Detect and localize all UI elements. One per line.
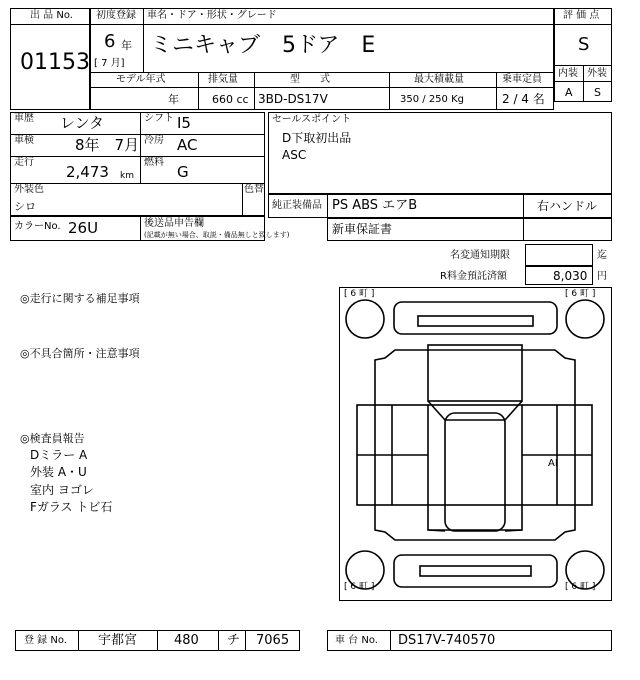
inspection-label: 車検 bbox=[14, 135, 34, 146]
odo-change-label: 名変通知期限 bbox=[450, 250, 510, 261]
first-reg-label: 初度登録 bbox=[96, 10, 136, 21]
driving-notes-label: ◎走行に関する補足事項 bbox=[20, 292, 140, 305]
exterior-color-label: 外装色 bbox=[14, 184, 44, 195]
damage-mark: AI bbox=[548, 458, 558, 469]
recycle-unit: 円 bbox=[597, 271, 607, 282]
recolor-label: 色替 bbox=[244, 184, 264, 195]
lot-number: 01153 bbox=[20, 50, 90, 75]
mileage-label: 走行 bbox=[14, 157, 34, 168]
shift-value: I5 bbox=[177, 114, 191, 132]
load-label: 最大積載量 bbox=[414, 74, 464, 85]
overall-rating: S bbox=[578, 34, 590, 55]
chassis-label: 車 台 No. bbox=[335, 635, 378, 646]
first-reg-month: [ 7 月] bbox=[94, 58, 125, 69]
car-name: ミニキャブ 5ドア E bbox=[150, 33, 376, 58]
defects-label: ◎不具合箇所・注意事項 bbox=[20, 347, 140, 360]
recycle-value: 8,030 bbox=[553, 269, 588, 283]
fuel-label: 燃料 bbox=[144, 157, 164, 168]
history-label: 車歴 bbox=[14, 113, 34, 124]
exterior-label: 外装 bbox=[587, 68, 607, 79]
type-label: 型 式 bbox=[290, 74, 330, 85]
inspector-line-3: 室内 ヨゴレ bbox=[30, 483, 94, 497]
inspector-label: ◎検査員報告 bbox=[20, 432, 85, 445]
tire-label-front-right: [ 6 町 ] bbox=[565, 289, 596, 299]
mileage-unit: km bbox=[120, 171, 134, 181]
ac-value: AC bbox=[177, 136, 198, 154]
inspector-line-1: Dミラー A bbox=[30, 448, 88, 462]
registration-kana: チ bbox=[227, 633, 241, 648]
capacity-label: 乗車定員 bbox=[502, 74, 542, 85]
year-unit: 年 bbox=[121, 39, 132, 52]
fuel-value: G bbox=[177, 163, 189, 181]
history-value: レンタ bbox=[60, 114, 105, 132]
mileage-value: 2,473 bbox=[66, 163, 109, 181]
type-value: 3BD-DS17V bbox=[258, 92, 328, 106]
chassis-number: DS17V-740570 bbox=[398, 633, 496, 648]
color-no-value: 26U bbox=[68, 219, 99, 237]
tire-label-front-left: [ 6 町 ] bbox=[344, 289, 375, 299]
registration-area: 宇都宮 bbox=[98, 633, 138, 648]
sales-point-1: D下取初出品 bbox=[282, 131, 352, 145]
exterior-grade: S bbox=[594, 86, 601, 99]
lot-label: 出 品 No. bbox=[30, 10, 73, 21]
color-no-label: カラーNo. bbox=[14, 221, 61, 232]
sales-point-label: セールスポイント bbox=[272, 114, 352, 125]
recycle-label: R料金預託済額 bbox=[440, 271, 507, 282]
model-year-label: モデル年式 bbox=[116, 74, 166, 85]
capacity-value: 2 / 4 名 bbox=[502, 92, 545, 106]
interior-label: 内装 bbox=[558, 68, 578, 79]
rating-label: 評 価 点 bbox=[563, 10, 600, 21]
handle-value: 右ハンドル bbox=[537, 199, 598, 213]
warranty-value: 新車保証書 bbox=[332, 222, 393, 236]
aftersend-note: (記載が無い場合、取説・備品無しと致します) bbox=[144, 231, 290, 239]
registration-label: 登 録 No. bbox=[24, 635, 67, 646]
model-year-value: 年 bbox=[168, 93, 179, 106]
displacement-value: 660 cc bbox=[212, 93, 249, 106]
first-reg-year: 6 bbox=[104, 31, 116, 52]
odo-change-unit: 迄 bbox=[597, 250, 607, 261]
tire-label-rear-right: [ 6 町 ] bbox=[565, 582, 596, 592]
equipment-label: 純正装備品 bbox=[272, 200, 322, 211]
inspector-line-4: Fガラス トビ石 bbox=[30, 500, 113, 514]
shift-label: シフト bbox=[144, 113, 174, 124]
load-value: 350 / 250 Kg bbox=[400, 94, 464, 105]
car-name-label: 車名・ドア・形状・グレード bbox=[147, 10, 277, 21]
inspection-value: 8年 7月 bbox=[75, 136, 140, 154]
registration-number: 7065 bbox=[256, 633, 290, 648]
car-diagram-frame bbox=[339, 287, 612, 601]
sales-point-2: ASC bbox=[282, 148, 307, 162]
tire-label-rear-left: [ 6 町 ] bbox=[344, 582, 375, 592]
exterior-color-value: シロ bbox=[14, 200, 36, 213]
aftersend-label: 後送品申告欄 bbox=[144, 218, 204, 229]
ac-label: 冷房 bbox=[144, 135, 164, 146]
details-box bbox=[10, 112, 265, 216]
odo-change-value-box bbox=[525, 244, 593, 266]
interior-grade: A bbox=[565, 86, 573, 99]
registration-class: 480 bbox=[174, 633, 199, 648]
inspector-line-2: 外装 A・U bbox=[30, 465, 87, 479]
equipment-value: PS ABS エアB bbox=[332, 198, 418, 213]
displacement-label: 排気量 bbox=[208, 74, 238, 85]
